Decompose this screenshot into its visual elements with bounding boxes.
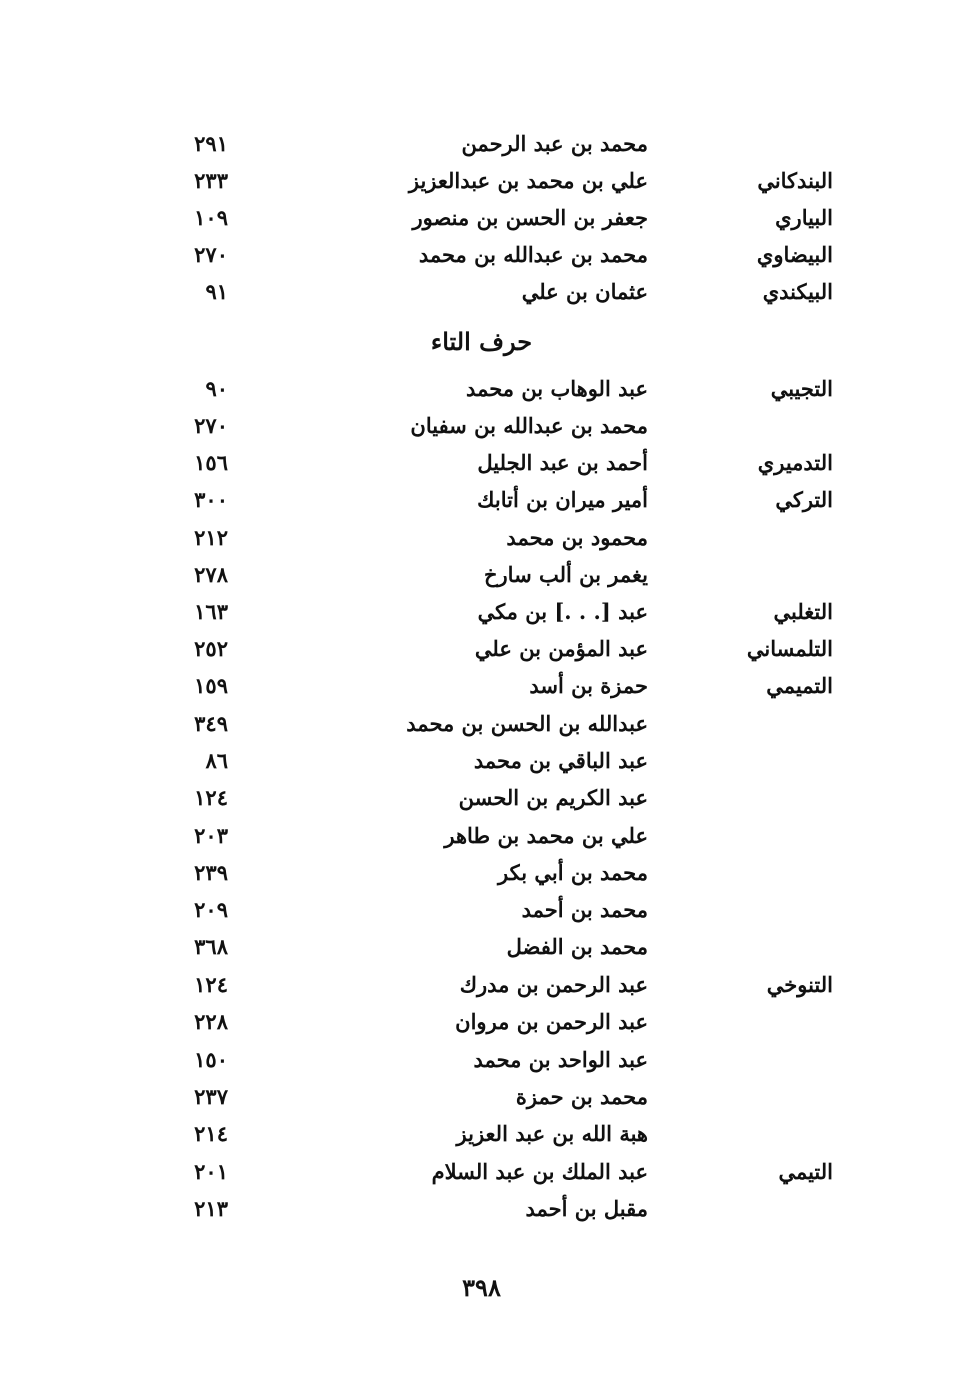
index-row [0,236,963,274]
page-reference: ٢٣٣ [194,168,228,193]
person-name: عبد [. . .] بن مكي [477,599,648,624]
index-row [0,705,963,743]
page-reference: ٢٠١ [194,1159,228,1184]
person-name: محمد بن حمزة [515,1084,648,1109]
page-reference: ٩١ [205,279,228,304]
index-row [0,742,963,780]
person-name: عبد الرحمن بن مدرك [459,972,648,997]
index-row [0,370,963,408]
person-name: عبد الرحمن بن مروان [455,1009,648,1034]
page-reference: ٢١٣ [194,1196,228,1221]
person-name: عبد المؤمن بن علي [474,636,648,661]
nisba-label: البيكندي [762,279,833,304]
page-reference: ٢٣٧ [194,1084,228,1109]
index-row [0,593,963,631]
index-row [0,1041,963,1079]
index-row [0,125,963,163]
index-row [0,817,963,855]
index-row [0,1115,963,1153]
index-row [0,444,963,482]
person-name: علي بن محمد بن طاهر [444,823,648,848]
index-row [0,779,963,817]
person-name: عبد الكريم بن الحسن [458,785,648,810]
person-name: أمير ميران بن أتابك [477,487,648,512]
page-reference: ٢٠٣ [194,823,228,848]
index-row [0,199,963,237]
page-reference: ٢٢٨ [194,1009,228,1034]
person-name: عثمان بن علي [521,279,648,304]
nisba-label: التغلبي [773,599,833,624]
page-reference: ٢٧٠ [194,242,228,267]
nisba-label: التدميري [757,450,833,475]
index-row [0,854,963,892]
person-name: محمد بن عبد الرحمن [461,131,648,156]
page-reference: ٢١٢ [194,525,228,550]
nisba-label: التجيبي [770,376,833,401]
index-row [0,1190,963,1228]
person-name: محمد بن عبدالله بن سفيان [410,413,648,438]
nisba-label: البياري [775,205,833,230]
index-row [0,162,963,200]
index-row [0,407,963,445]
page-reference: ٩٠ [205,376,228,401]
page-reference: ٢٥٢ [194,636,228,661]
page-reference: ١٢٤ [194,785,228,810]
index-row [0,667,963,705]
person-name: جعفر بن الحسن بن منصور [412,205,648,230]
page-reference: ٢٩١ [194,131,228,156]
index-row [0,556,963,594]
nisba-label: التلمساني [746,636,833,661]
person-name: عبد الواحد بن محمد [473,1047,648,1072]
person-name: حمزة بن أسد [529,673,648,698]
person-name: عبدالله بن الحسن بن محمد [406,711,648,736]
person-name: هبة الله بن عبد العزيز [456,1121,648,1146]
page-reference: ١٦٣ [194,599,228,624]
index-row [0,519,963,557]
index-row [0,481,963,519]
person-name: محمد بن عبدالله بن محمد [418,242,648,267]
nisba-label: التركي [775,487,833,512]
person-name: أحمد بن عبد الجليل [477,450,648,475]
page-reference: ١٥٩ [194,673,228,698]
page-number: ٣٩٨ [462,1273,501,1302]
person-name: مقبل بن أحمد [525,1196,648,1221]
page-reference: ٢١٤ [194,1121,228,1146]
page-reference: ٣٤٩ [194,711,228,736]
person-name: محمود بن محمد [506,525,648,550]
page-reference: ٢٠٩ [194,897,228,922]
person-name: محمد بن الفضل [506,934,648,959]
nisba-label: البيضاوي [756,242,833,267]
section-heading: حرف التاء [430,327,533,356]
page-reference: ٢٧٨ [194,562,228,587]
index-row [0,273,963,311]
page-reference: ٢٣٩ [194,860,228,885]
index-row [0,891,963,929]
index-row [0,1078,963,1116]
person-name: عبد الوهاب بن محمد [466,376,648,401]
page-reference: ١٠٩ [194,205,228,230]
page-reference: ١٢٤ [194,972,228,997]
page-reference: ٣٦٨ [194,934,228,959]
nisba-label: التيمي [778,1159,833,1184]
index-row [0,966,963,1004]
nisba-label: البندكاني [757,168,833,193]
nisba-label: التنوخي [766,972,833,997]
page-reference: ١٥٠ [194,1047,228,1072]
page-reference: ٨٦ [205,748,228,773]
person-name: عبد الملك بن عبد السلام [431,1159,648,1184]
person-name: محمد بن أبي بكر [498,860,648,885]
index-row [0,1153,963,1191]
person-name: محمد بن أحمد [521,897,648,922]
nisba-label: التميمي [766,673,833,698]
person-name: علي بن محمد بن عبدالعزيز [408,168,648,193]
index-row [0,928,963,966]
page-reference: ١٥٦ [194,450,228,475]
person-name: عبد الباقي بن محمد [473,748,648,773]
index-row [0,630,963,668]
page-reference: ٣٠٠ [194,487,228,512]
index-row [0,1003,963,1041]
person-name: يغمر بن ألب سارخ [483,562,648,587]
page-reference: ٢٧٠ [194,413,228,438]
